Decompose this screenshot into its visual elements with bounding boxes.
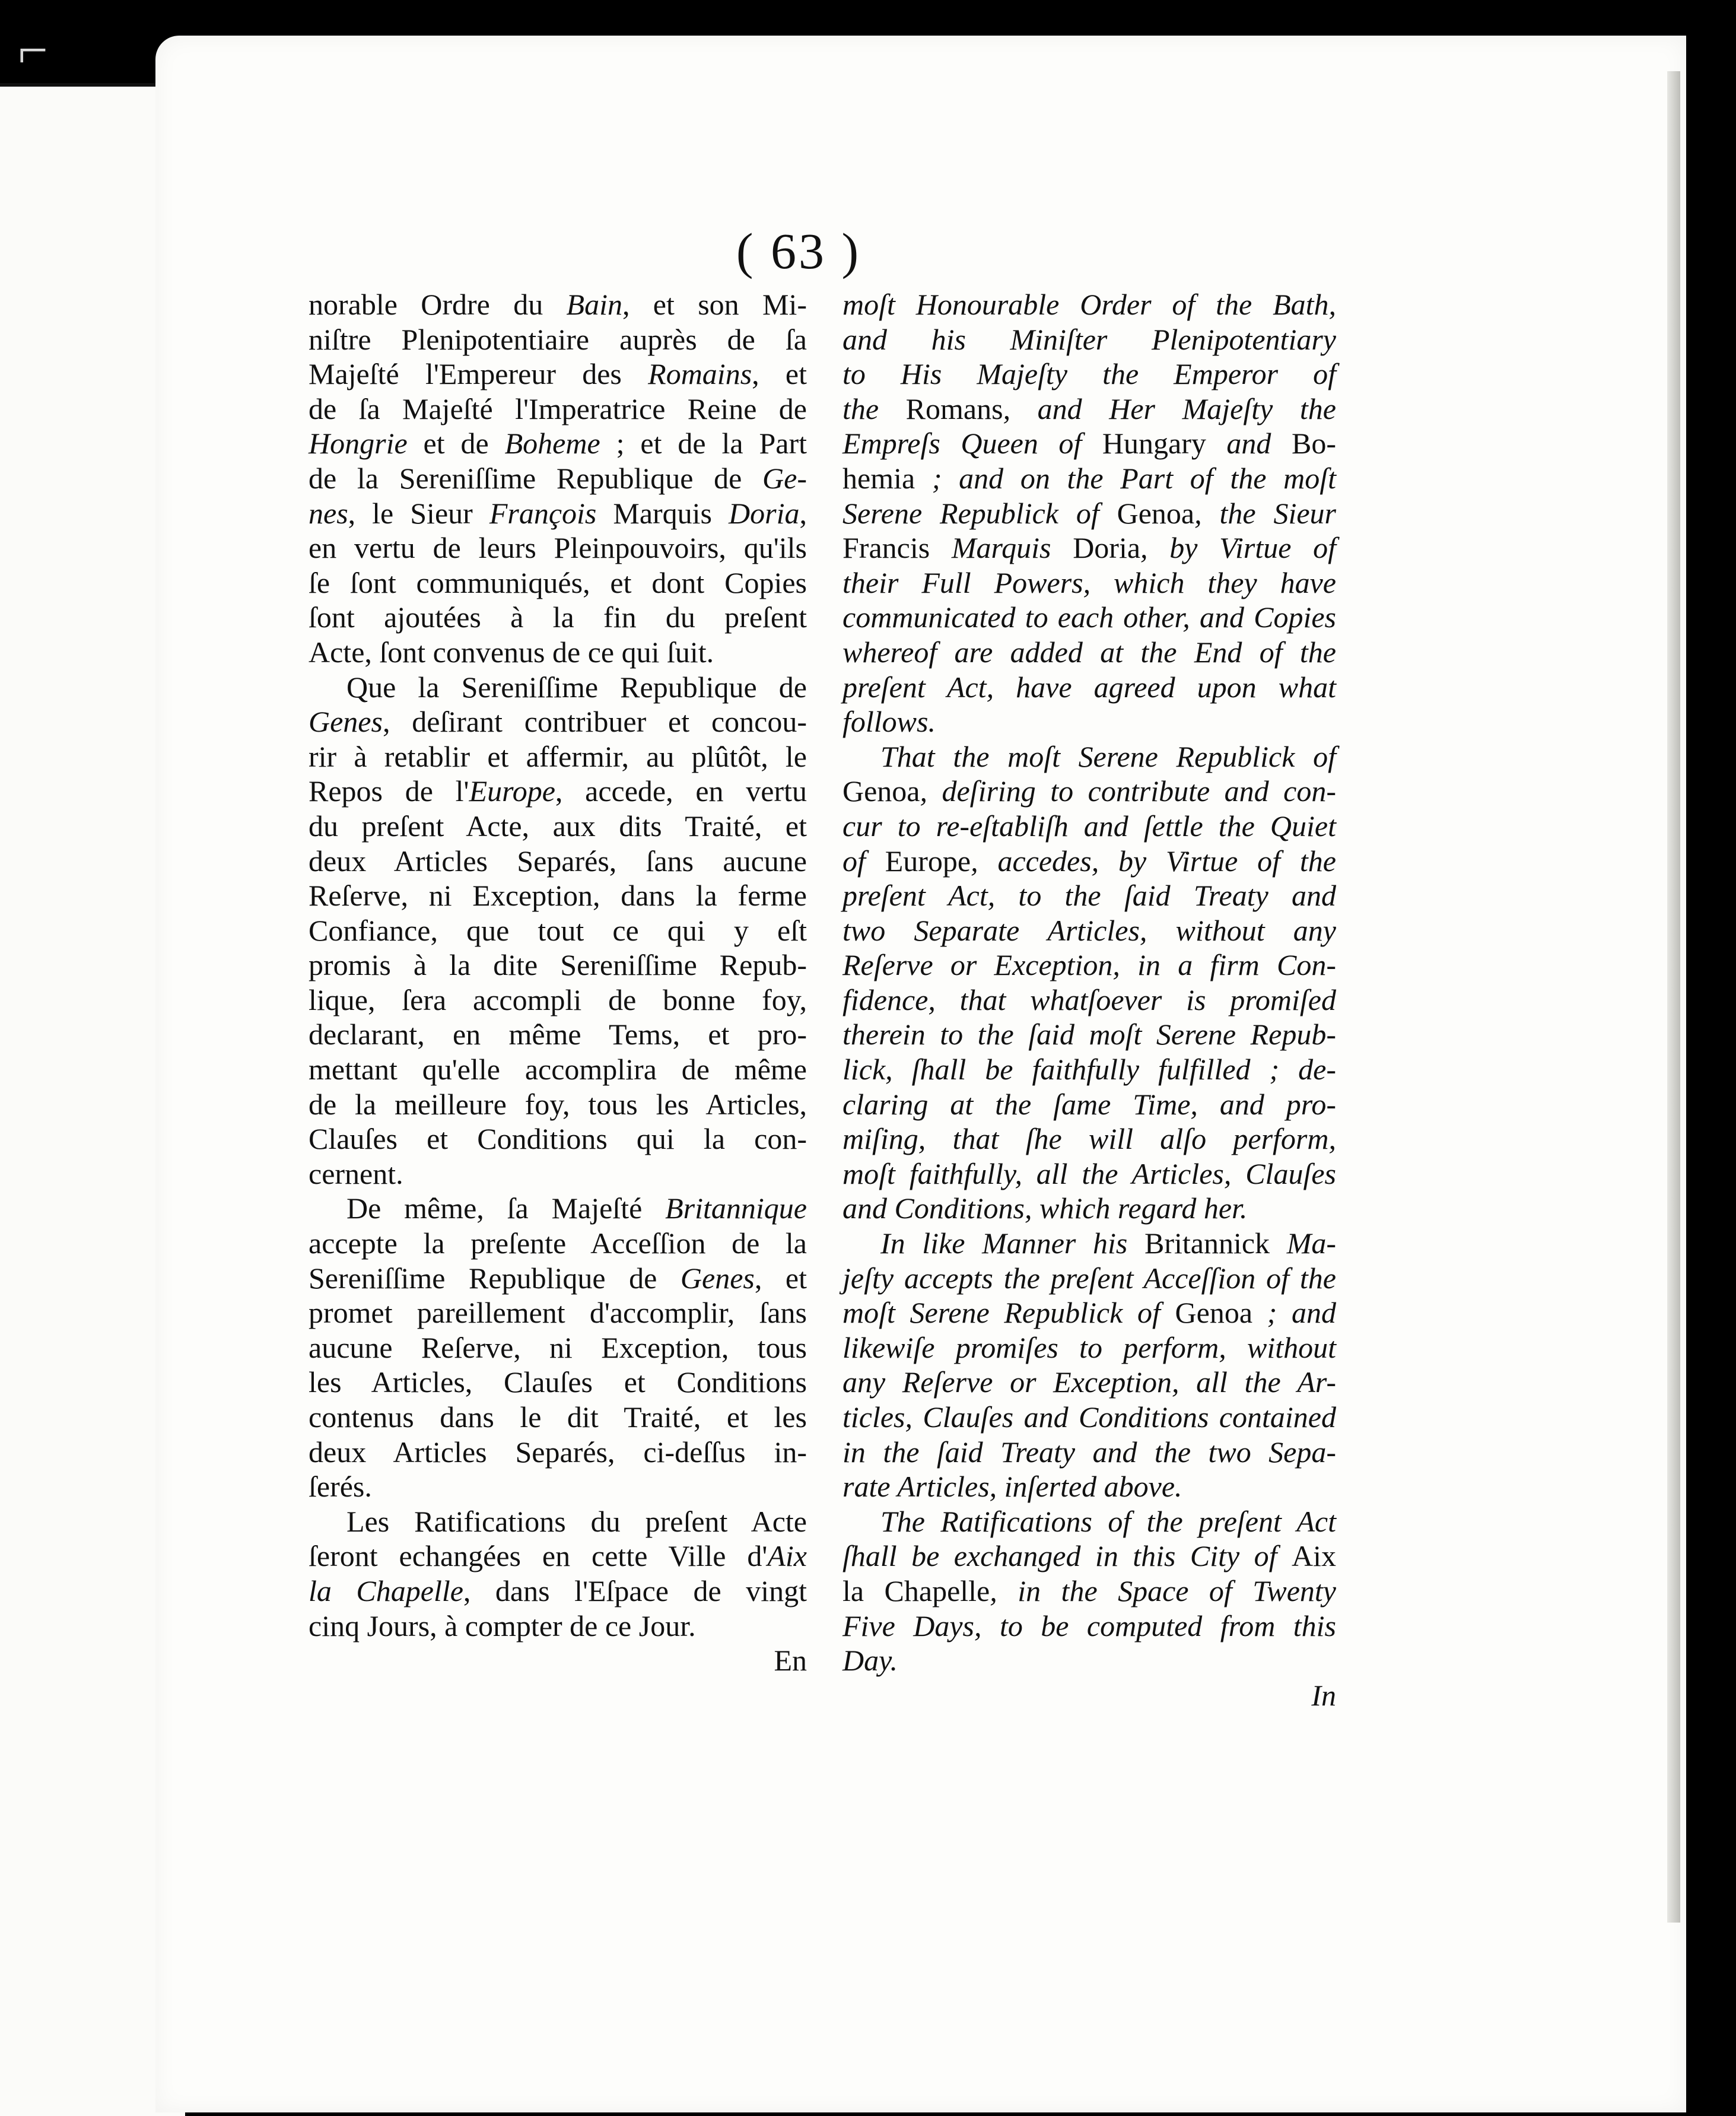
french-text-line: Majeſté l'Empereur des Romains, et (309, 357, 807, 391)
english-text-line: Genoa, deſiring to contribute and con- (842, 774, 1336, 808)
english-text-line: follows. (842, 705, 936, 739)
english-text-line: claring at the ſame Time, and pro- (842, 1087, 1336, 1121)
french-text-line: nes, le Sieur François Marquis Doria, (309, 496, 807, 530)
english-text-line: Five Days, to be computed from this (842, 1609, 1336, 1642)
french-text-line: deux Articles Separés, ſans aucune (309, 844, 807, 878)
english-text-line: moſt faithfully, all the Articles, Clauſes (842, 1157, 1336, 1190)
french-text-line: declarant, en même Tems, et pro- (309, 1018, 807, 1051)
french-text-line: de la Sereniſſime Republique de Ge- (309, 461, 807, 495)
english-text-line: That the moſt Serene Republick of (880, 739, 1336, 773)
english-text-line: to His Majeſty the Emperor of (842, 357, 1336, 391)
french-text-line: Sereniſſime Republique de Genes, et (309, 1261, 807, 1295)
french-text-line: promet pareillement d'accomplir, ſans (309, 1296, 807, 1330)
french-text-line: promis à la dite Sereniſſime Repub- (309, 948, 807, 982)
english-text-line: any Reſerve or Exception, all the Ar- (842, 1365, 1336, 1399)
french-text-line: Confiance, que tout ce qui y eſt (309, 913, 807, 947)
french-text-line: cinq Jours, à compter de ce Jour. (309, 1609, 696, 1642)
french-text-line: norable Ordre du Bain, et son Mi- (309, 288, 807, 321)
french-text-line: lique, ſera accompli de bonne foy, (309, 983, 807, 1016)
french-text-line: Hongrie et de Boheme ; et de la Part (309, 427, 807, 460)
french-text-line: Que la Sereniſſime Republique de (346, 670, 807, 704)
english-text-line: jeſty accepts the preſent Acceſſion of the (842, 1261, 1336, 1295)
english-text-line: two Separate Articles, without any (842, 913, 1336, 947)
english-text-line: miſing, that ſhe will alſo perform, (842, 1122, 1336, 1156)
french-text-line: ſont ajoutées à la fin du preſent (309, 601, 807, 634)
english-text-line: moſt Honourable Order of the Bath, (842, 288, 1336, 321)
english-text-line: their Full Powers, which they have (842, 565, 1336, 599)
french-text-line: accepte la preſente Acceſſion de la (309, 1227, 807, 1260)
english-text-line: Serene Republick of Genoa, the Sieur (842, 496, 1336, 530)
french-text-line: De même, ſa Majeſté Britannique (346, 1192, 807, 1225)
english-text-line: and Conditions, which regard her. (842, 1192, 1248, 1225)
french-text-line: niſtre Plenipotentiaire auprès de ſa (309, 322, 807, 356)
english-text-line: whereof are added at the End of the (842, 635, 1336, 669)
french-text-line: les Articles, Clauſes et Conditions (309, 1365, 807, 1399)
french-column (309, 287, 807, 1678)
english-text-line: preſent Act, to the ſaid Treaty and (842, 879, 1336, 913)
scan-mark: ⌐ (18, 21, 48, 80)
english-text-line: la Chapelle, in the Space of Twenty (842, 1574, 1336, 1607)
french-text-line: de la meilleure foy, tous les Articles, (309, 1087, 807, 1121)
english-text-line: rate Articles, inſerted above. (842, 1470, 1182, 1504)
french-text-line: Reſerve, ni Exception, dans la ferme (309, 879, 807, 913)
english-text-line: moſt Serene Republick of Genoa ; and (842, 1296, 1336, 1330)
english-text-line: ſhall be exchanged in this City of Aix (842, 1539, 1336, 1573)
french-text-line: ſe ſont communiqués, et dont Copies (309, 565, 807, 599)
english-text-line: cur to re-eſtabliſh and ſettle the Quiet (842, 809, 1336, 843)
english-text-line: of Europe, accedes, by Virtue of the (842, 844, 1336, 878)
french-text-line: Genes, deſirant contribuer et concou- (309, 705, 807, 739)
french-text-line: aucune Reſerve, ni Exception, tous (309, 1330, 807, 1364)
english-text-line: Francis Marquis Doria, by Virtue of (842, 531, 1336, 565)
english-text-line: and his Miniſter Plenipotentiary (842, 322, 1336, 356)
french-text-line: mettant qu'elle accomplira de même (309, 1053, 807, 1086)
english-text-line: in the ſaid Treaty and the two Sepa- (842, 1435, 1336, 1469)
french-text-line: de ſa Majeſté l'Imperatrice Reine de (309, 392, 807, 425)
english-catchword: In (1311, 1678, 1336, 1712)
english-text-line: hemia ; and on the Part of the moſt (842, 461, 1336, 495)
english-text-line: fidence, that whatſoever is promiſed (842, 983, 1336, 1016)
english-text-line: the Romans, and Her Majeſty the (842, 392, 1336, 425)
english-text-line: Empreſs Queen of Hungary and Bo- (842, 427, 1337, 460)
french-text-line: en vertu de leurs Pleinpouvoirs, qu'ils (309, 531, 807, 565)
english-text-line: ticles, Clauſes and Conditions contained (842, 1400, 1336, 1434)
french-text-line: la Chapelle, dans l'Eſpace de vingt (309, 1574, 807, 1607)
english-text-line: In like Manner his Britannick Ma- (880, 1227, 1336, 1260)
english-text-line: The Ratifications of the preſent Act (880, 1504, 1336, 1538)
french-text-line: ſeront echangées en cette Ville d'Aix (309, 1539, 807, 1573)
french-text-line: Les Ratifications du preſent Acte (346, 1504, 807, 1538)
french-catchword: En (774, 1644, 807, 1677)
english-text-line: Reſerve or Exception, in a firm Con- (842, 948, 1336, 982)
french-text-line: Acte, ſont convenus de ce qui ſuit. (309, 635, 714, 669)
english-text-line: therein to the ſaid moſt Serene Repub- (842, 1018, 1336, 1051)
page-fore-edge (1667, 71, 1680, 1923)
french-text-line: cernent. (309, 1157, 403, 1190)
french-text-line: Clauſes et Conditions qui la con- (309, 1122, 807, 1156)
english-text-line: Day. (842, 1644, 898, 1677)
english-text-line: likewiſe promiſes to perform, without (842, 1330, 1336, 1364)
french-text-line: Repos de l'Europe, accede, en vertu (309, 774, 807, 808)
english-column (842, 287, 1336, 1713)
french-text-line: du preſent Acte, aux dits Traité, et (309, 809, 807, 843)
page-number: ( 63 ) (736, 223, 861, 279)
english-text-line: communicated to each other, and Copies (842, 601, 1336, 634)
french-text-line: contenus dans le dit Traité, et les (309, 1400, 807, 1434)
french-text-line: rir à retablir et affermir, au plûtôt, le (309, 739, 807, 773)
english-text-line: lick, ſhall be faithfully fulfilled ; de- (842, 1053, 1336, 1086)
french-text-line: ſerés. (309, 1470, 372, 1504)
english-text-line: preſent Act, have agreed upon what (842, 670, 1336, 704)
french-text-line: deux Articles Separés, ci-deſſus in- (309, 1435, 807, 1469)
